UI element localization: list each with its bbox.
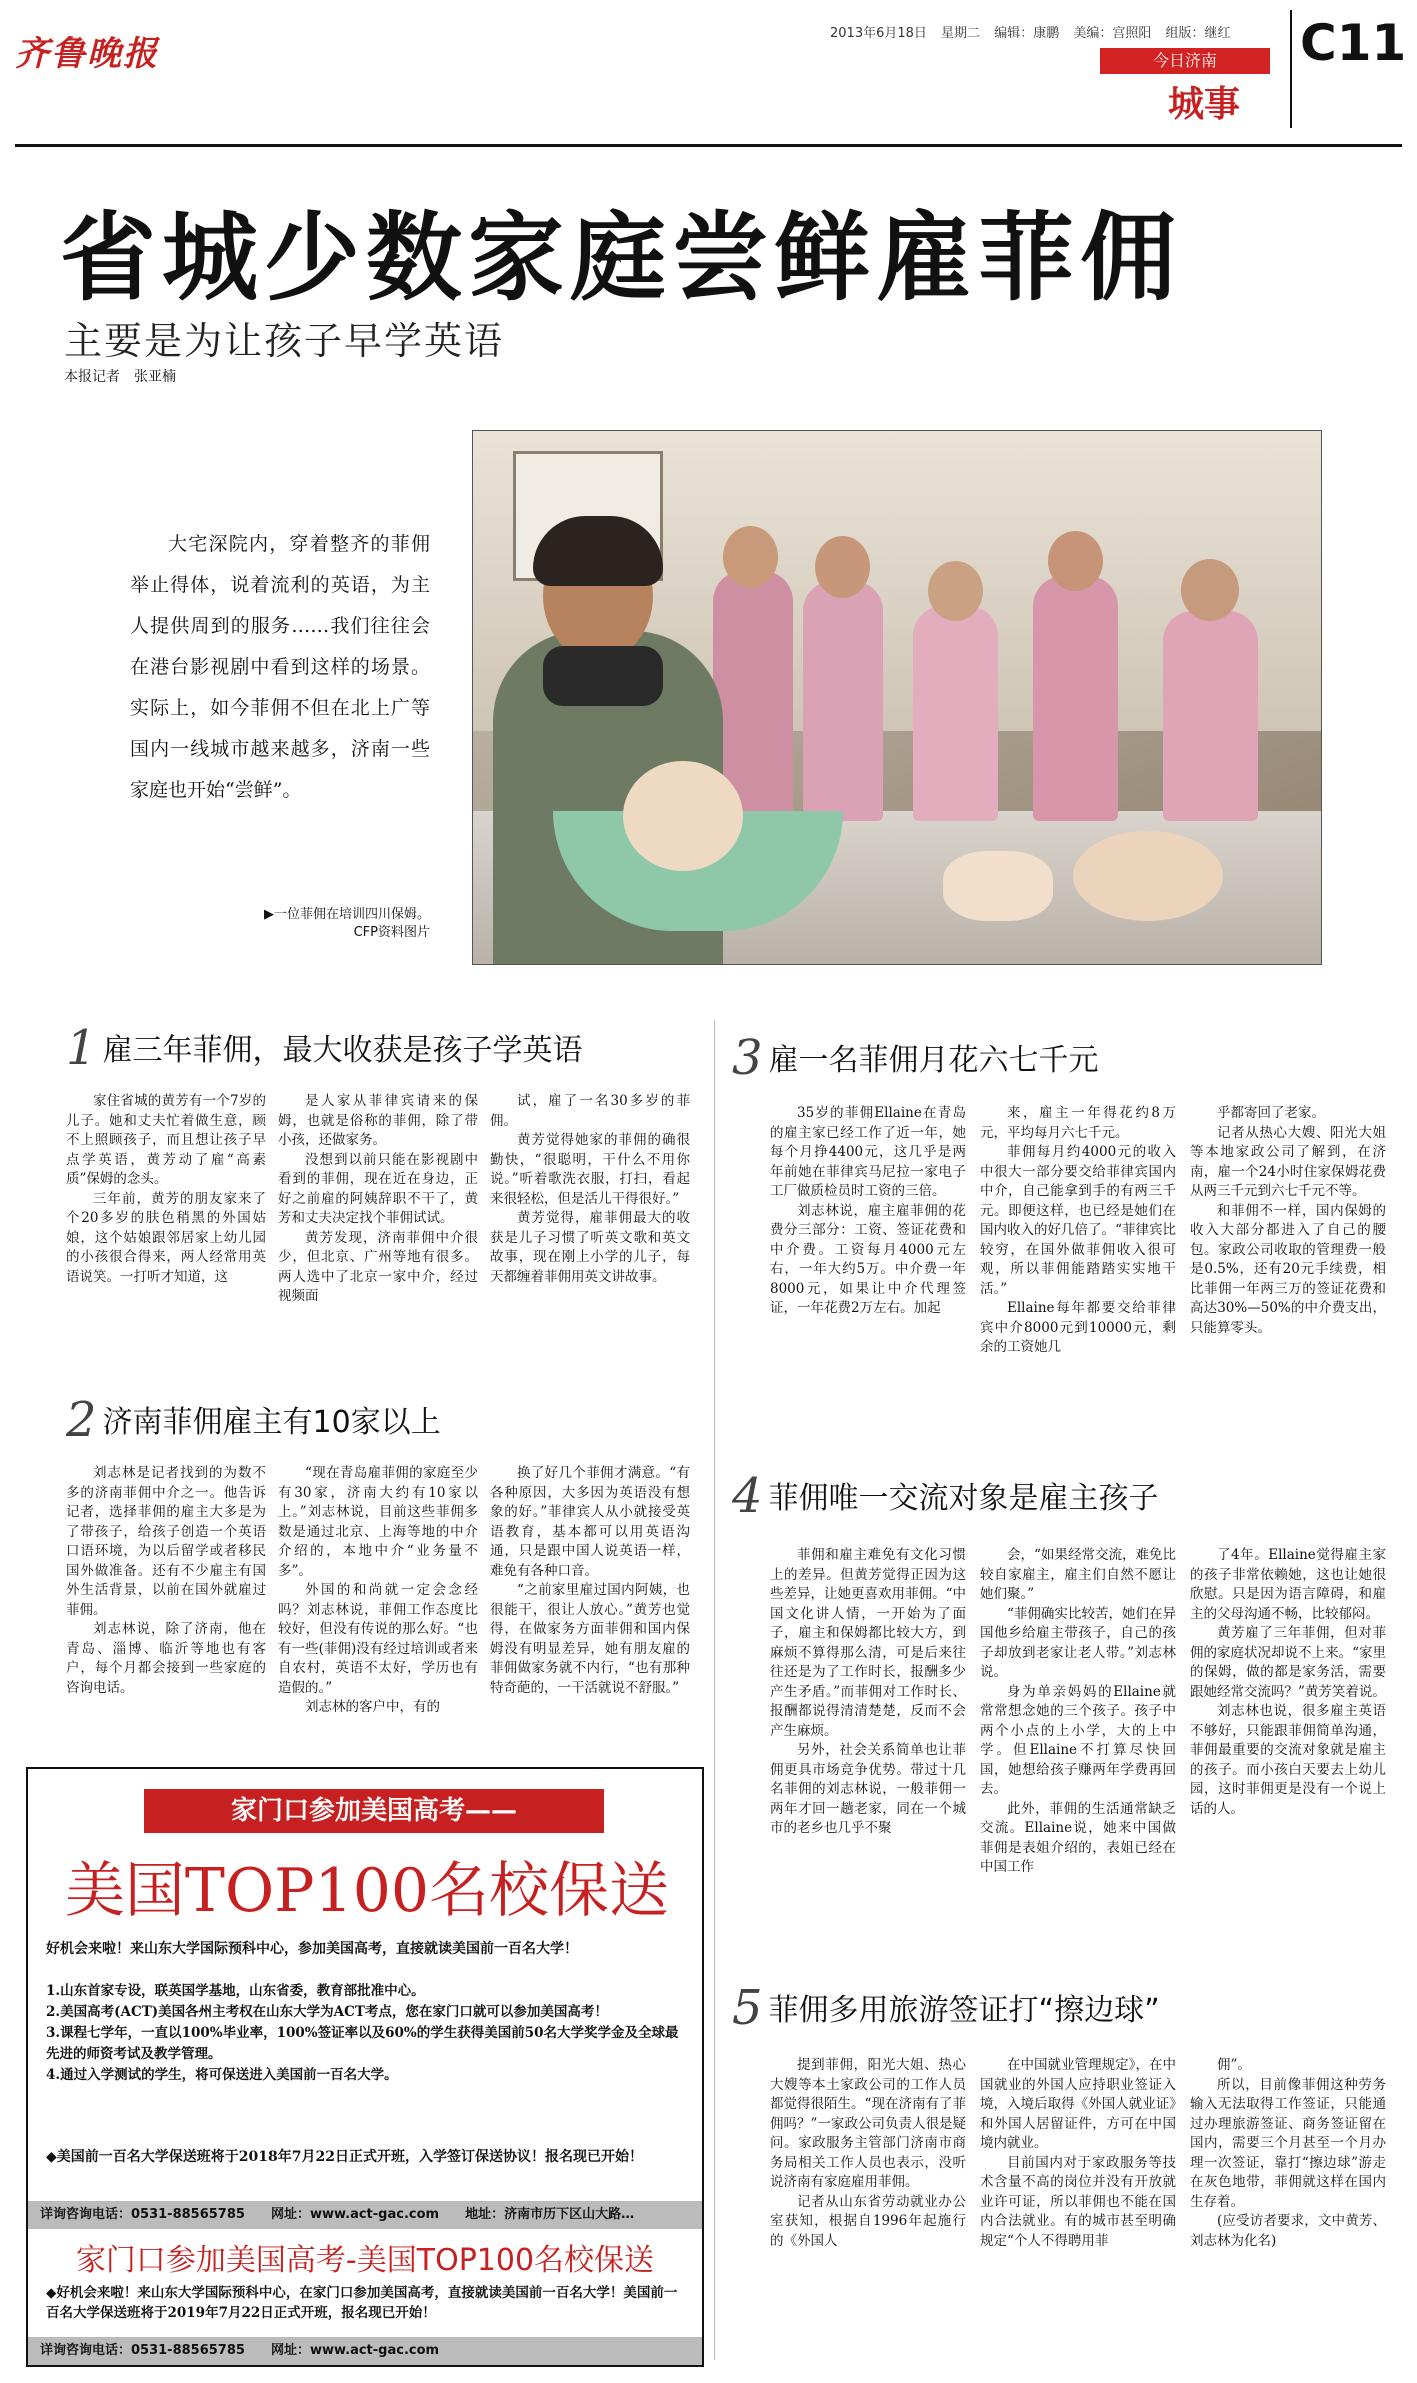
layout-editor-credit: 组版：继红 — [1165, 26, 1231, 41]
section-5-col-1 — [770, 2056, 966, 2251]
section-5-heading — [732, 1980, 1160, 2036]
paragraph: 换了好几个菲佣才满意。“有各种原因，大多因为英语没有想象的好。”菲律宾人从小就接受英语教育，基本都可以用英语沟通，只是跟中国人说英语一样，难免有各种口音。 — [490, 1465, 690, 1579]
paragraph: 提到菲佣，阳光大姐、热心大嫂等本土家政公司的工作人员都觉得很陌生。“现在济南有了菲佣吗？”一家政公司负责人很是疑问。家政服务主管部门济南市商务局相关工作人员也表示，没听说济南有家庭雇用菲佣。 — [770, 2057, 966, 2190]
paragraph: 目前国内对于家政服务等技术含量不高的岗位并没有开放就业许可证，所以菲佣也不能在国内合法就业。有的城市甚至明确规定“个人不得聘用菲 — [980, 2154, 1176, 2249]
section-title: 济南菲佣雇主有10家以上 — [102, 1405, 441, 1440]
section-3-heading — [732, 1030, 1099, 1086]
section-3-col-3 — [1190, 1104, 1386, 1338]
photo-caption — [200, 906, 430, 942]
paragraph: “之前家里雇过国内阿姨，也很能干，很让人放心。”黄芳也觉得，在做家务方面菲佣和国内保姆没有明显差异，她有朋友雇的菲佣做家务就不内行，“也有那种特奇葩的，一干活就说不舒服。” — [490, 1582, 690, 1696]
paragraph: 了4年。Ellaine觉得雇主家的孩子非常依赖她，这也让她很欣慰。只是因为语言障碍，和雇主的父母沟通不畅，比较郁闷。 — [1190, 1547, 1386, 1622]
paragraph: 所以，目前像菲佣这种劳务输入无法取得工作签证，只能通过办理旅游签证、商务签证留在国内，需要三个月甚至一个月办理一次签证，靠打“擦边球”游走在灰色地带，菲佣就这样在国内生存着。 — [1190, 2076, 1386, 2210]
section-1-heading — [66, 1020, 583, 1076]
advertisement — [26, 1767, 704, 2367]
paragraph: 刘志林说，除了济南，他在青岛、淄博、临沂等地也有客户，每个月都会接到一些家庭的咨询电话。 — [66, 1621, 266, 1696]
section-3-col-2 — [980, 1104, 1176, 1358]
paragraph: 记者从热心大嫂、阳光大姐等本地家政公司了解到，在济南，雇一个24小时住家保姆花费从两三千元到六七千元不等。 — [1190, 1124, 1386, 1199]
section-1-col-2 — [278, 1092, 478, 1307]
ad-enrollment-note: ◆美国前一百名大学保送班将于2018年7月22日正式开班，入学签订保送协议！报名现已开始！ — [46, 2149, 643, 2165]
ad-feature-item: 1.山东首家专设，联英国学基地，山东省委，教育部批准中心。 — [46, 1983, 425, 1999]
paragraph: 是人家从菲律宾请来的保姆，也就是俗称的菲佣，除了带小孩，还做家务。 — [278, 1093, 478, 1148]
ad-intro: 好机会来啦！来山东大学国际预科中心，参加美国高考，直接就读美国前一百名大学！ — [46, 1941, 578, 1957]
paragraph: 乎都寄回了老家。 — [1217, 1105, 1325, 1121]
headline: 省城少数家庭尝鲜雇菲佣 — [60, 202, 1182, 314]
page-number: C11 — [1300, 14, 1407, 72]
editor-credit: 编辑：康鹏 — [994, 26, 1060, 41]
paragraph: 黄芳觉得她家的菲佣的确很勤快，“很聪明，干什么不用你说。”听着歌洗衣服，打扫，看起来很轻松，但是活儿干得很好。” — [490, 1132, 690, 1207]
issue-weekday: 星期二 — [941, 26, 981, 41]
paragraph: 黄芳觉得，雇菲佣最大的收获是儿子习惯了听英文歌和英文故事，现在刚上小学的儿子，每天都缠着菲佣用英文讲故事。 — [490, 1210, 690, 1285]
section-number: 2 — [66, 1392, 97, 1448]
ad-feature-item: 2.美国高考(ACT)美国各州主考权在山东大学为ACT考点，您在家门口就可以参加美国高考！ — [46, 2004, 608, 2020]
ad-feature-item: 4.通过入学测试的学生，将可保送进入美国前一百名大学。 — [46, 2067, 398, 2083]
header-info — [830, 22, 1241, 41]
paragraph: 外国的和尚就一定会念经吗？刘志林说，菲佣工作态度比较好，但没有传说的那么好。“也有一些(菲佣)没有经过培训或者来自农村，英语不太好，学历也有造假的。” — [278, 1582, 478, 1696]
section-tag: 今日济南 — [1100, 48, 1270, 74]
caption-text: ▶一位菲佣在培训四川保姆。 — [264, 907, 430, 922]
ad-headline: 美国TOP100名校保送 — [64, 1856, 670, 1926]
paragraph: 会，“如果经常交流，难免比较自家雇主，雇主们自然不愿让她们聚。” — [980, 1547, 1176, 1602]
news-photo — [472, 430, 1322, 965]
paragraph: Ellaine每年都要交给菲律宾中介8000元到10000元，剩余的工资她几 — [980, 1300, 1176, 1355]
paragraph: 刘志林也说，很多雇主英语不够好，只能跟菲佣简单沟通，菲佣最重要的交流对象就是雇主的孩子。而小孩白天要去上幼儿园，这时菲佣更是没有一个说上话的人。 — [1190, 1703, 1386, 1817]
ad-banner: 家门口参加美国高考—— — [144, 1789, 604, 1833]
paragraph: (应受访者要求，文中黄芳、刘志林为化名) — [1190, 2213, 1386, 2249]
ad-contact-bar-secondary: 详询咨询电话：0531-88565785 网址：www.act-gac.com — [28, 2337, 702, 2365]
section-5-col-2 — [980, 2056, 1176, 2251]
paragraph: 身为单亲妈妈的Ellaine就常常想念她的三个孩子。孩子中两个小点的上小学，大的上中学。但Ellaine不打算尽快回国，她想给孩子赚两年学费再回去。 — [980, 1683, 1176, 1797]
paragraph: 刘志林说，雇主雇菲佣的花费分三部分：工资、签证花费和中介费。工资每月4000元左右，一年大约5万。中介费一年8000元，如果让中介代理签证，一年花费2万左右。加起 — [770, 1202, 966, 1316]
section-5-col-3 — [1190, 2056, 1386, 2251]
header-divider — [1290, 10, 1292, 128]
paragraph: 菲佣每月约4000元的收入中很大一部分要交给菲律宾国内中介，自己能拿到手的有两三千元。即便这样，也已经是她们在国内收入的好几倍了。“菲律宾比较穷，在国外做菲佣收入很可观，所以菲佣能踏踏实实地干活。” — [980, 1144, 1176, 1297]
section-title: 菲佣唯一交流对象是雇主孩子 — [768, 1481, 1159, 1516]
paragraph: 刘志林的客户中，有的 — [305, 1699, 440, 1715]
section-title: 雇一名菲佣月花六七千元 — [768, 1043, 1099, 1078]
section-2-col-1 — [66, 1464, 266, 1698]
section-number: 5 — [732, 1980, 763, 2036]
section-4-heading — [732, 1468, 1159, 1524]
section-name: 城事 — [1168, 84, 1241, 125]
paragraph: “现在青岛雇菲佣的家庭至少有30家，济南大约有10家以上。”刘志林说，目前这些菲佣多数是通过北京、上海等地的中介介绍的，本地中介“业务量不多”。 — [278, 1465, 478, 1579]
section-2-heading — [66, 1392, 441, 1448]
ad-slogan: 家门口参加美国高考-美国TOP100名校保送 — [75, 2243, 655, 2278]
section-number: 3 — [732, 1030, 763, 1086]
section-title: 雇三年菲佣，最大收获是孩子学英语 — [102, 1033, 583, 1068]
section-1-col-3 — [490, 1092, 690, 1287]
paragraph: 黄芳雇了三年菲佣，但对菲佣的家庭状况却说不上来。“家里的保姆，做的都是家务活，需要跟她经常交流吗？”黄芳笑着说。 — [1190, 1625, 1386, 1700]
paragraph: 此外，菲佣的生活通常缺乏交流。Ellaine说，她来中国做菲佣是表姐介绍的，表姐已经在中国工作 — [980, 1800, 1176, 1875]
header-rule — [15, 144, 1402, 147]
section-2-col-2 — [278, 1464, 478, 1718]
paragraph: 黄芳发现，济南菲佣中介很少，但北京、广州等地有很多。两人选中了北京一家中介，经过视频面 — [278, 1229, 478, 1304]
ad-feature-item: 3.课程七学年，一直以100%毕业率，100%签证率以及60%的学生获得美国前50名大学奖学金及全球最先进的师资考试及教学管理。 — [46, 2025, 679, 2062]
paragraph: 在中国就业管理规定》，在中国就业的外国人应持职业签证入境，入境后取得《外国人就业证》和外国人居留证件，方可在中国境内就业。 — [980, 2057, 1176, 2151]
section-4-col-1 — [770, 1546, 966, 1839]
paragraph: 家住省城的黄芳有一个7岁的儿子。她和丈夫忙着做生意，顾不上照顾孩子，而且想让孩子早点学英语，黄芳动了雇“高素质”保姆的念头。 — [66, 1093, 266, 1187]
paragraph: 佣”。 — [1217, 2057, 1251, 2073]
paragraph: 35岁的菲佣Ellaine在青岛的雇主家已经工作了近一年，她每个月挣4400元，这几乎是两年前她在菲律宾马尼拉一家电子工厂做质检员时工资的三倍。 — [770, 1105, 966, 1199]
section-4-col-3 — [1190, 1546, 1386, 1819]
section-number: 1 — [66, 1020, 97, 1076]
ad-feature-list — [46, 1981, 686, 2086]
paragraph: “菲佣确实比较苦，她们在异国他乡给雇主带孩子，自己的孩子却放到老家让老人带。”刘志林说。 — [980, 1605, 1176, 1680]
paragraph: 记者从山东省劳动就业办公室获知，根据自1996年起施行的《外国人 — [770, 2193, 966, 2249]
paragraph: 没想到以前只能在影视剧中看到的菲佣，现在近在身边，正好之前雇的阿姨辞职不干了，黄芳和丈夫决定找个菲佣试试。 — [278, 1151, 478, 1226]
paragraph: 和菲佣不一样，国内保姆的收入大部分都进入了自己的腰包。家政公司收取的管理费一般是0.5%，还有20元手续费，相比菲佣一年两三万的签证花费和高达30%—50%的中介费支出，只能算零头。 — [1190, 1202, 1386, 1336]
lead-paragraph: 大宅深院内，穿着整齐的菲佣举止得体，说着流利的英语，为主人提供周到的服务……我们往往会在港台影视剧中看到这样的场景。实际上，如今菲佣不但在北上广等国内一线城市越来越多，济南一些家庭也开始“尝鲜”。 — [130, 533, 430, 801]
section-number: 4 — [732, 1468, 763, 1524]
paragraph: 另外，社会关系简单也让菲佣更具市场竞争优势。带过十几名菲佣的刘志林说，一般菲佣一两年才回一趟老家，同在一个城市的老乡也几乎不聚 — [770, 1742, 966, 1836]
section-1-col-1 — [66, 1092, 266, 1287]
paragraph: 刘志林是记者找到的为数不多的济南菲佣中介之一。他告诉记者，选择菲佣的雇主大多是为了带孩子，给孩子创造一个英语口语环境，为以后留学或者移民国外做准备。还有不少雇主有国外生活背景，以前在国外就雇过菲佣。 — [66, 1465, 266, 1618]
paragraph: 试，雇了一名30多岁的菲佣。 — [490, 1093, 690, 1129]
paragraph: 来，雇主一年得花约8万元，平均每月六七千元。 — [980, 1105, 1176, 1141]
issue-date: 2013年6月18日 — [830, 26, 927, 41]
photo-credit: CFP资料图片 — [353, 925, 430, 940]
ad-intro-secondary: ◆好机会来啦！来山东大学国际预科中心，在家门口参加美国高考，直接就读美国前一百名大学！美国前一百名大学保送班将于2019年7月22日正式开班，报名现已开始！ — [46, 2285, 678, 2321]
subheadline: 主要是为让孩子早学英语 — [64, 319, 505, 363]
section-4-col-2 — [980, 1546, 1176, 1878]
section-3-col-1 — [770, 1104, 966, 1319]
art-editor-credit: 美编：宫照阳 — [1073, 26, 1152, 41]
paragraph: 菲佣和雇主难免有文化习惯上的差异。但黄芳觉得正因为这些差异，让她更喜欢用菲佣。“中国文化讲人情，一开始为了面子，雇主和保姆都比较大方，到麻烦不算得那么清，可是后来往往还是为了工作时长，报酬多少产生矛盾。”而菲佣对工作时长、报酬都说得清清楚楚，反而不会产生麻烦。 — [770, 1547, 966, 1739]
section-title: 菲佣多用旅游签证打“擦边球” — [768, 1993, 1160, 2028]
column-rule — [714, 1020, 715, 2360]
section-2-col-3 — [490, 1464, 690, 1698]
ad-contact-bar: 详询咨询电话：0531-88565785 网址：www.act-gac.com 地址：济南市历下区山大路… — [28, 2201, 702, 2229]
paragraph: 三年前，黄芳的朋友家来了个20多岁的肤色稍黑的外国姑娘，这个姑娘跟邻居家上幼儿园的小孩很合得来，两人经常用英语说笑。一打听才知道，这 — [66, 1190, 266, 1285]
byline: 本报记者 张亚楠 — [64, 369, 176, 385]
masthead-logo: 齐鲁晚报 — [15, 34, 159, 74]
